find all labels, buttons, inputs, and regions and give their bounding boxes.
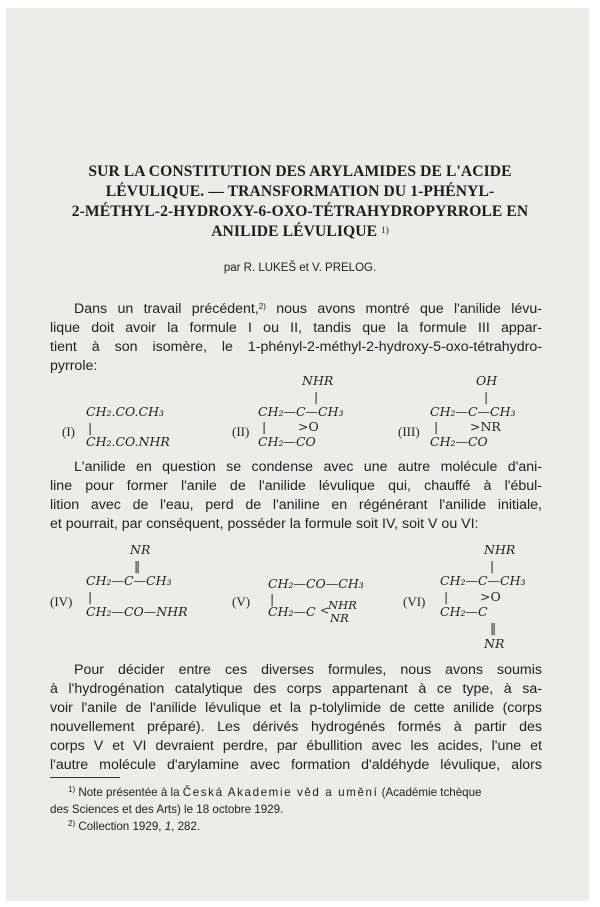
formula-III-line-3: CH₂—CO: [430, 434, 488, 449]
footnote-2: [50, 819, 542, 836]
paragraph-2: [50, 458, 542, 534]
formula-V-upper-group: NHR: [328, 598, 357, 612]
formula-III-line-1: CH₂—C—CH₃: [430, 404, 516, 419]
footnote-2-volume: 1: [164, 820, 172, 833]
formula-II-top-bond: |: [314, 389, 319, 404]
formula-II-line-1: CH₂—C—CH₃: [258, 404, 344, 419]
formula-V-line-1: CH₂—CO—CH₃: [268, 576, 364, 591]
footnote-2-text-c: , 282.: [171, 820, 201, 833]
formula-V-line-3: CH₂—C: [268, 604, 316, 619]
para2-line-2: line pour former l'anile de l'anilide lévulique qui, chauffé à l'ébul-: [50, 478, 542, 494]
title-line-1: SUR LA CONSTITUTION DES ARYLAMIDES DE L'ACIDE: [88, 163, 512, 180]
para2-line-1: L'anilide en question se condense avec une autre molécule d'ani-: [74, 459, 542, 475]
formula-IV-line-1: CH₂—C—CH₃: [86, 573, 172, 588]
para1-line-4: pyrrole:: [50, 358, 98, 374]
formula-VI-line-3: CH₂—C: [440, 604, 488, 619]
title-footnote-mark: 1): [381, 225, 389, 235]
para1-line-3: tient à son isomère, le 1-phényl-2-méthyl-2-hydroxy-5-oxo-tétrahydro-: [50, 339, 542, 355]
formula-VI-top-bond: |: [490, 558, 495, 573]
formula-VI-double-bond: ‖: [490, 620, 497, 635]
formula-VI-line-1: CH₂—C—CH₃: [440, 573, 526, 588]
formula-IV-line-3: CH₂—CO—NHR: [86, 604, 188, 619]
paragraph-3: [50, 661, 542, 775]
formula-I-line-1: CH₂.CO.CH₃: [86, 404, 164, 419]
formula-V-label: (V): [232, 594, 251, 609]
para1-text-a: Dans un travail précédent,: [74, 301, 259, 317]
footnote-1-mark: 1): [68, 785, 76, 794]
paper-title: [0, 162, 600, 242]
formula-III-substituent: OH: [476, 373, 498, 388]
author-line: par R. LUKEŠ et V. PRELOG.: [223, 262, 377, 274]
formula-V-branch: <: [320, 604, 330, 617]
footnote-2-line: [50, 819, 542, 836]
para2-line-4: et pourrait, par conséquent, posséder la formule soit IV, soit V ou VI:: [50, 516, 479, 532]
footnote-1-line-1: [50, 785, 542, 802]
para3-line-4: nouvellement préparé). Les dérivés hydrogénés formés à partir des: [50, 719, 542, 735]
formula-VI-bottom-group: NR: [484, 636, 505, 651]
footnote-1: [50, 785, 542, 818]
formula-I-line-3: CH₂.CO.NHR: [86, 434, 170, 449]
title-line-3: 2-MÉTHYL-2-HYDROXY-6-OXO-TÉTRAHYDROPYRROLE EN: [71, 203, 529, 220]
paragraph-1: [50, 300, 542, 376]
para1-line-2: lique doit avoir la formule I ou II, tandis que la formule III appar-: [50, 320, 542, 336]
formula-III-line-2: | >NR: [434, 419, 501, 434]
para3-line-3: voir l'anile de l'anilide lévulique et la p-tolylimide de cette anilide (corps: [50, 700, 542, 716]
para2-line-3: lition avec de l'eau, perd de l'aniline en régénérant l'anilide initiale,: [50, 497, 542, 513]
formula-I-bond: |: [88, 420, 93, 435]
para1-text-b: nous avons montré que l'anilide lévu-: [265, 301, 542, 317]
para3-line-2: à l'hydrogénation catalytique des corps appartenant à ce type, à sa-: [50, 681, 542, 697]
formula-III-top-bond: |: [484, 389, 489, 404]
formula-V-lower-group: NR: [330, 611, 349, 625]
para3-line-5: corps V et VI devraient perdre, par ébullition avec les acides, l'une et: [50, 738, 542, 754]
para3-line-1: Pour décider entre ces diverses formules, nous avons soumis: [74, 662, 542, 678]
formula-V-bond: |: [270, 591, 275, 606]
title-line-4-text: ANILIDE LÉVULIQUE: [211, 223, 378, 240]
formula-I-label: (I): [62, 424, 75, 439]
footnote-1-text-a: Note présentée à la: [75, 786, 183, 799]
title-line-4: [0, 222, 600, 242]
title-line-2: LÉVULIQUE. — TRANSFORMATION DU 1-PHÉNYL-: [105, 183, 495, 200]
footnote-1-text-c: (Académie tchèque: [378, 786, 482, 799]
formula-II-substituent: NHR: [302, 373, 334, 388]
formula-VI-substituent: NHR: [484, 542, 516, 557]
formula-IV-bond: |: [88, 589, 93, 604]
formula-III-label: (III): [398, 424, 420, 439]
footnote-2-text-a: Collection 1929,: [75, 820, 165, 833]
para3-line-6: l'autre molécule d'arylamine avec formation d'aldéhyde lévulique, alors: [50, 757, 542, 773]
formula-IV-substituent: NR: [130, 542, 151, 557]
footnote-1-academy: Česká Akademie věd a umění: [182, 786, 379, 799]
para1-line-1: [50, 300, 542, 319]
formula-II-line-3: CH₂—CO: [258, 434, 316, 449]
formula-VI-line-2: | >O: [444, 589, 501, 604]
formula-IV-label: (IV): [50, 594, 73, 609]
formula-II-label: (II): [232, 424, 250, 439]
footnote-2-mark: 2): [68, 819, 76, 828]
formula-VI-label: (VI): [403, 594, 426, 609]
formula-II-line-2: | >O: [262, 419, 319, 434]
footnote-ref-2: 2): [258, 302, 266, 311]
footnote-divider: [50, 777, 120, 778]
formula-IV-double-bond: ‖: [134, 558, 141, 573]
footnote-1-line-2: des Sciences et des Arts) le 18 octobre 1929.: [50, 803, 284, 816]
